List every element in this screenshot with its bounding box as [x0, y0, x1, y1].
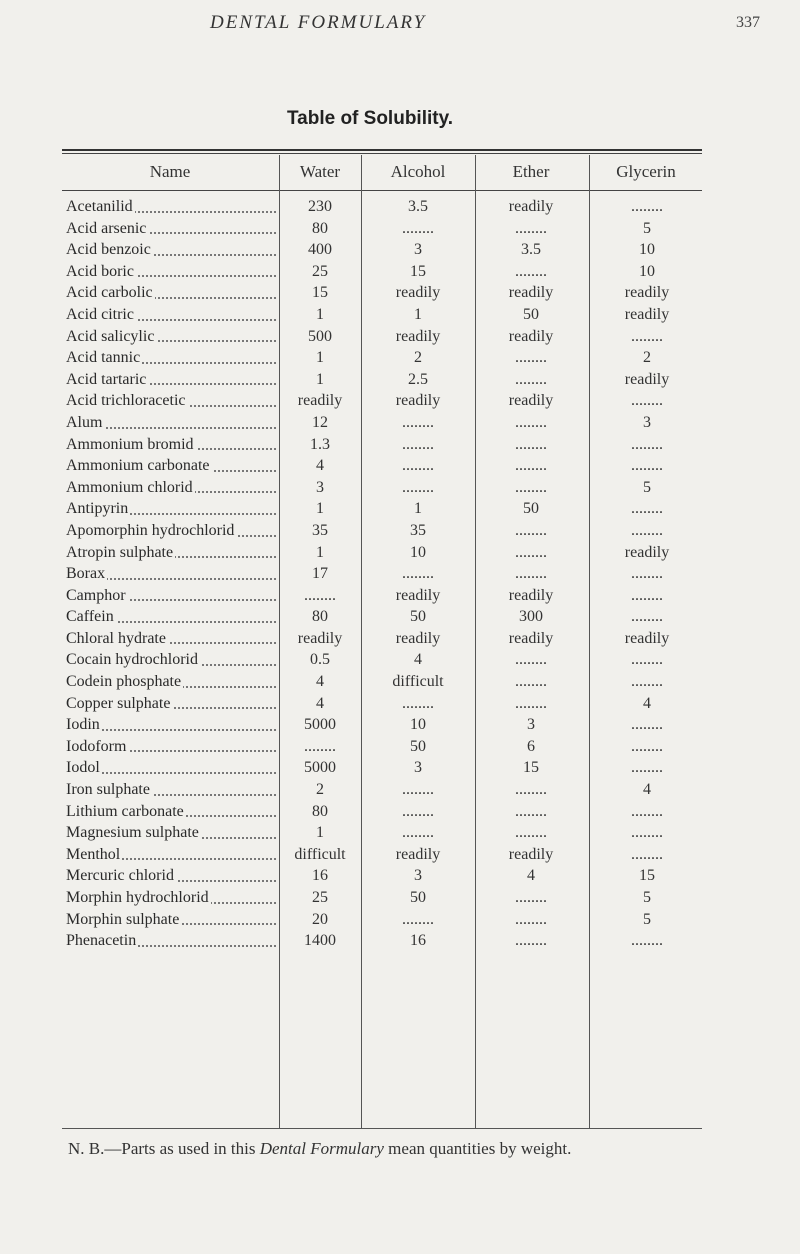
glycerin-cell: ........	[631, 565, 663, 583]
substance-name: Camphor	[66, 586, 126, 604]
footnote-prefix: N. B.—Parts as used in this	[68, 1139, 256, 1158]
substance-name: Antipyrin	[66, 500, 129, 518]
table-row	[62, 196, 702, 218]
substance-name: Iodol	[66, 759, 100, 777]
alcohol-cell: ........	[402, 478, 434, 496]
glycerin-cell: ........	[631, 521, 663, 539]
table-top-rule	[62, 149, 702, 151]
water-cell: 17	[312, 565, 328, 583]
ether-cell: ........	[515, 781, 547, 799]
glycerin-cell: ........	[631, 673, 663, 691]
glycerin-cell: 3	[643, 413, 651, 431]
substance-name: Acid tartaric	[66, 370, 147, 388]
glycerin-cell: ........	[631, 198, 663, 215]
table-row	[62, 909, 702, 931]
water-cell: 4	[316, 694, 324, 712]
alcohol-cell: readily	[395, 392, 441, 410]
alcohol-cell: readily	[395, 845, 441, 863]
glycerin-cell: readily	[624, 305, 670, 323]
table-top-rule-thin	[62, 153, 702, 154]
row-name-cell	[66, 434, 276, 456]
water-cell: 5000	[304, 759, 336, 777]
substance-name: Chloral hydrate	[66, 629, 166, 647]
water-cell: difficult	[294, 845, 346, 863]
row-name-cell	[66, 261, 276, 283]
ether-cell: ........	[515, 543, 547, 561]
ether-cell: ........	[515, 262, 547, 280]
alcohol-cell: ........	[402, 219, 434, 237]
alcohol-cell: 15	[410, 262, 426, 280]
table-row	[62, 930, 702, 952]
water-cell: 1	[316, 543, 324, 561]
alcohol-cell: ........	[402, 565, 434, 583]
row-name-cell	[66, 520, 276, 542]
glycerin-cell: readily	[624, 629, 670, 647]
glycerin-cell: 15	[639, 867, 655, 885]
row-name-cell	[66, 369, 276, 391]
alcohol-cell: ........	[402, 694, 434, 712]
alcohol-cell: 10	[410, 716, 426, 734]
row-name-cell	[66, 585, 276, 607]
ether-cell: 15	[523, 759, 539, 777]
table-title: Table of Solubility.	[286, 108, 454, 129]
row-name-cell	[66, 412, 276, 434]
table-row	[62, 844, 702, 866]
alcohol-cell: 50	[410, 608, 426, 626]
alcohol-cell: 3	[414, 867, 422, 885]
glycerin-cell: readily	[624, 543, 670, 561]
glycerin-cell: ........	[631, 500, 663, 518]
substance-name: Ammonium chlorid	[66, 478, 193, 496]
table-row	[62, 671, 702, 693]
glycerin-cell: ........	[631, 824, 663, 842]
substance-name: Morphin sulphate	[66, 910, 180, 928]
row-name-cell	[66, 909, 276, 931]
glycerin-cell: ........	[631, 392, 663, 410]
glycerin-cell: readily	[624, 284, 670, 302]
ether-cell: ........	[515, 651, 547, 669]
row-name-cell	[66, 757, 276, 779]
substance-name: Ammonium bromid	[66, 435, 194, 453]
glycerin-cell: 5	[643, 889, 651, 906]
alcohol-cell: 3	[414, 241, 422, 259]
table-row	[62, 628, 702, 650]
glycerin-cell: ........	[631, 802, 663, 820]
substance-name: Acid arsenic	[66, 219, 147, 237]
alcohol-cell: ........	[402, 824, 434, 842]
table-row	[62, 714, 702, 736]
alcohol-cell: readily	[395, 586, 441, 604]
ether-cell: ........	[515, 673, 547, 691]
row-name-cell	[66, 736, 276, 758]
alcohol-cell: 16	[410, 932, 426, 950]
table-row	[62, 434, 702, 456]
water-cell: 1	[316, 305, 324, 323]
alcohol-cell: difficult	[392, 673, 444, 691]
ether-cell: ........	[515, 694, 547, 712]
substance-name: Menthol	[66, 845, 121, 863]
glycerin-cell: ........	[631, 457, 663, 475]
row-name-cell	[66, 498, 276, 520]
row-name-cell	[66, 822, 276, 844]
table-row	[62, 282, 702, 304]
ether-cell: ........	[515, 370, 547, 388]
table-row	[62, 412, 702, 434]
water-cell: 16	[312, 867, 328, 885]
substance-name: Iodin	[66, 716, 100, 734]
alcohol-cell: 3	[414, 759, 422, 777]
ether-cell: ........	[515, 219, 547, 237]
glycerin-cell: ........	[631, 651, 663, 669]
row-name-cell	[66, 714, 276, 736]
table-row	[62, 757, 702, 779]
row-name-cell	[66, 865, 276, 887]
row-name-cell	[66, 930, 276, 952]
substance-name: Borax	[66, 565, 106, 583]
water-cell: 20	[312, 910, 328, 928]
alcohol-cell: 4	[414, 651, 422, 669]
substance-name: Acid boric	[66, 262, 134, 280]
row-name-cell	[66, 671, 276, 693]
ether-cell: ........	[515, 478, 547, 496]
row-name-cell	[66, 326, 276, 348]
alcohol-cell: readily	[395, 629, 441, 647]
water-cell: 25	[312, 262, 328, 280]
water-cell: 1.3	[310, 435, 330, 453]
ether-cell: ........	[515, 565, 547, 583]
ether-cell: readily	[508, 284, 554, 302]
ether-cell: 50	[523, 305, 539, 323]
glycerin-cell: ........	[631, 435, 663, 453]
ether-cell: 4	[527, 867, 535, 885]
water-cell: 15	[312, 284, 328, 302]
table-row	[62, 822, 702, 844]
row-name-cell	[66, 218, 276, 240]
table-row	[62, 304, 702, 326]
row-name-cell	[66, 542, 276, 564]
glycerin-cell: ........	[631, 586, 663, 604]
glycerin-cell: ........	[631, 716, 663, 734]
glycerin-cell: 5	[643, 219, 651, 237]
substance-name: Atropin sulphate	[66, 543, 174, 561]
glycerin-cell: ........	[631, 608, 663, 626]
alcohol-cell: ........	[402, 802, 434, 820]
column-header-water: Water	[299, 162, 341, 181]
glycerin-cell: ........	[631, 327, 663, 345]
substance-name: Iron sulphate	[66, 781, 150, 799]
alcohol-cell: readily	[395, 327, 441, 345]
water-cell: 25	[312, 889, 328, 906]
glycerin-cell: 10	[639, 262, 655, 280]
column-header-ether: Ether	[512, 162, 550, 181]
row-name-cell	[66, 282, 276, 304]
substance-name: Mercuric chlorid	[66, 867, 174, 885]
water-cell: ........	[304, 586, 336, 604]
alcohol-cell: 50	[410, 737, 426, 755]
glycerin-cell: 5	[643, 478, 651, 496]
row-name-cell	[66, 693, 276, 715]
substance-name: Acid salicylic	[66, 327, 155, 345]
row-name-cell	[66, 801, 276, 823]
ether-cell: 6	[527, 737, 535, 755]
substance-name: Morphin hydrochlorid	[66, 889, 209, 906]
table-row	[62, 606, 702, 628]
water-cell: 4	[316, 673, 324, 691]
substance-name: Apomorphin hydrochlorid	[66, 521, 235, 539]
glycerin-cell: ........	[631, 932, 663, 950]
substance-name: Cocain hydrochlorid	[66, 651, 198, 669]
ether-cell: readily	[508, 198, 554, 215]
alcohol-cell: 50	[410, 889, 426, 906]
ether-cell: readily	[508, 327, 554, 345]
table-row	[62, 498, 702, 520]
table-row	[62, 585, 702, 607]
row-name-cell	[66, 477, 276, 499]
water-cell: 1	[316, 349, 324, 367]
row-name-cell	[66, 887, 276, 909]
row-name-cell	[66, 844, 276, 866]
table-row	[62, 347, 702, 369]
ether-cell: ........	[515, 889, 547, 906]
row-name-cell	[66, 628, 276, 650]
row-name-cell	[66, 196, 276, 218]
alcohol-cell: ........	[402, 413, 434, 431]
water-cell: 80	[312, 802, 328, 820]
ether-cell: ........	[515, 435, 547, 453]
table-row	[62, 887, 702, 909]
glycerin-cell: 5	[643, 910, 651, 928]
page-number: 337	[736, 14, 760, 31]
row-name-cell	[66, 455, 276, 477]
alcohol-cell: 10	[410, 543, 426, 561]
ether-cell: ........	[515, 349, 547, 367]
substance-name: Copper sulphate	[66, 694, 171, 712]
ether-cell: ........	[515, 413, 547, 431]
ether-cell: ........	[515, 824, 547, 842]
substance-name: Acetanilid	[66, 198, 133, 215]
table-row	[62, 218, 702, 240]
table-row	[62, 326, 702, 348]
alcohol-cell: 35	[410, 521, 426, 539]
water-cell: 500	[308, 327, 332, 345]
alcohol-cell: 1	[414, 305, 422, 323]
water-cell: 1	[316, 824, 324, 842]
row-name-cell	[66, 779, 276, 801]
ether-cell: 300	[519, 608, 543, 626]
ether-cell: readily	[508, 586, 554, 604]
water-cell: readily	[297, 392, 343, 410]
ether-cell: 3.5	[521, 241, 541, 259]
water-cell: 80	[312, 608, 328, 626]
row-name-cell	[66, 649, 276, 671]
substance-name: Phenacetin	[66, 932, 137, 950]
substance-name: Iodoform	[66, 737, 127, 755]
footnote-italic: Dental Formulary	[259, 1139, 384, 1158]
ether-cell: ........	[515, 457, 547, 475]
table-row	[62, 261, 702, 283]
glycerin-cell: readily	[624, 370, 670, 388]
row-name-cell	[66, 239, 276, 261]
table-row	[62, 693, 702, 715]
table-row	[62, 455, 702, 477]
water-cell: 230	[308, 198, 332, 215]
ether-cell: readily	[508, 392, 554, 410]
column-header-name: Name	[149, 162, 191, 181]
table-row	[62, 649, 702, 671]
ether-cell: readily	[508, 629, 554, 647]
row-name-cell	[66, 563, 276, 585]
water-cell: readily	[297, 629, 343, 647]
alcohol-cell: ........	[402, 910, 434, 928]
glycerin-cell: 2	[643, 349, 651, 367]
table-bottom-rule	[62, 1128, 702, 1129]
table-row	[62, 779, 702, 801]
substance-name: Acid benzoic	[66, 241, 151, 259]
alcohol-cell: ........	[402, 435, 434, 453]
alcohol-cell: 3.5	[408, 198, 428, 215]
substance-name: Magnesium sulphate	[66, 824, 199, 842]
footnote	[40, 1139, 740, 1159]
substance-name: Alum	[66, 413, 103, 431]
water-cell: 2	[316, 781, 324, 799]
water-cell: 400	[308, 241, 332, 259]
table-row	[62, 390, 702, 412]
table-row	[62, 520, 702, 542]
alcohol-cell: ........	[402, 781, 434, 799]
running-head: DENTAL FORMULARY	[210, 12, 427, 33]
substance-name: Lithium carbonate	[66, 802, 184, 820]
table-row	[62, 477, 702, 499]
column-header-glycerin: Glycerin	[616, 162, 676, 181]
footnote-suffix: mean quantities by weight.	[388, 1139, 572, 1158]
substance-name: Acid tannic	[66, 349, 141, 367]
ether-cell: ........	[515, 802, 547, 820]
substance-name: Caffein	[66, 608, 114, 626]
row-name-cell	[66, 304, 276, 326]
water-cell: 1	[316, 500, 324, 518]
glycerin-cell: 10	[639, 241, 655, 259]
ether-cell: ........	[515, 932, 547, 950]
water-cell: 1400	[304, 932, 336, 950]
alcohol-cell: 1	[414, 500, 422, 518]
glycerin-cell: 4	[643, 694, 651, 712]
row-name-cell	[66, 606, 276, 628]
ether-cell: 3	[527, 716, 535, 734]
table-row	[62, 801, 702, 823]
table-row	[62, 542, 702, 564]
water-cell: 5000	[304, 716, 336, 734]
table-row	[62, 563, 702, 585]
table-row	[62, 239, 702, 261]
glycerin-cell: ........	[631, 845, 663, 863]
ether-cell: ........	[515, 521, 547, 539]
water-cell: 4	[316, 457, 324, 475]
water-cell: ........	[304, 737, 336, 755]
table-row	[62, 736, 702, 758]
ether-cell: ........	[515, 910, 547, 928]
row-name-cell	[66, 347, 276, 369]
water-cell: 35	[312, 521, 328, 539]
water-cell: 0.5	[310, 651, 330, 669]
row-name-cell	[66, 390, 276, 412]
glycerin-cell: ........	[631, 759, 663, 777]
header-rule	[62, 190, 702, 191]
alcohol-cell: 2	[414, 349, 422, 367]
substance-name: Acid trichloracetic	[66, 392, 186, 410]
alcohol-cell: 2.5	[408, 370, 428, 388]
substance-name: Codein phosphate	[66, 673, 182, 691]
water-cell: 12	[312, 413, 328, 431]
solubility-table-body	[62, 196, 702, 952]
glycerin-cell: ........	[631, 737, 663, 755]
water-cell: 1	[316, 370, 324, 388]
ether-cell: 50	[523, 500, 539, 518]
column-header-alcohol: Alcohol	[390, 162, 446, 181]
substance-name: Acid citric	[66, 305, 134, 323]
table-row	[62, 369, 702, 391]
substance-name: Acid carbolic	[66, 284, 153, 302]
glycerin-cell: 4	[643, 781, 651, 799]
water-cell: 3	[316, 478, 324, 496]
ether-cell: readily	[508, 845, 554, 863]
substance-name: Ammonium carbonate	[66, 457, 210, 475]
water-cell: 80	[312, 219, 328, 237]
table-row	[62, 865, 702, 887]
alcohol-cell: readily	[395, 284, 441, 302]
alcohol-cell: ........	[402, 457, 434, 475]
